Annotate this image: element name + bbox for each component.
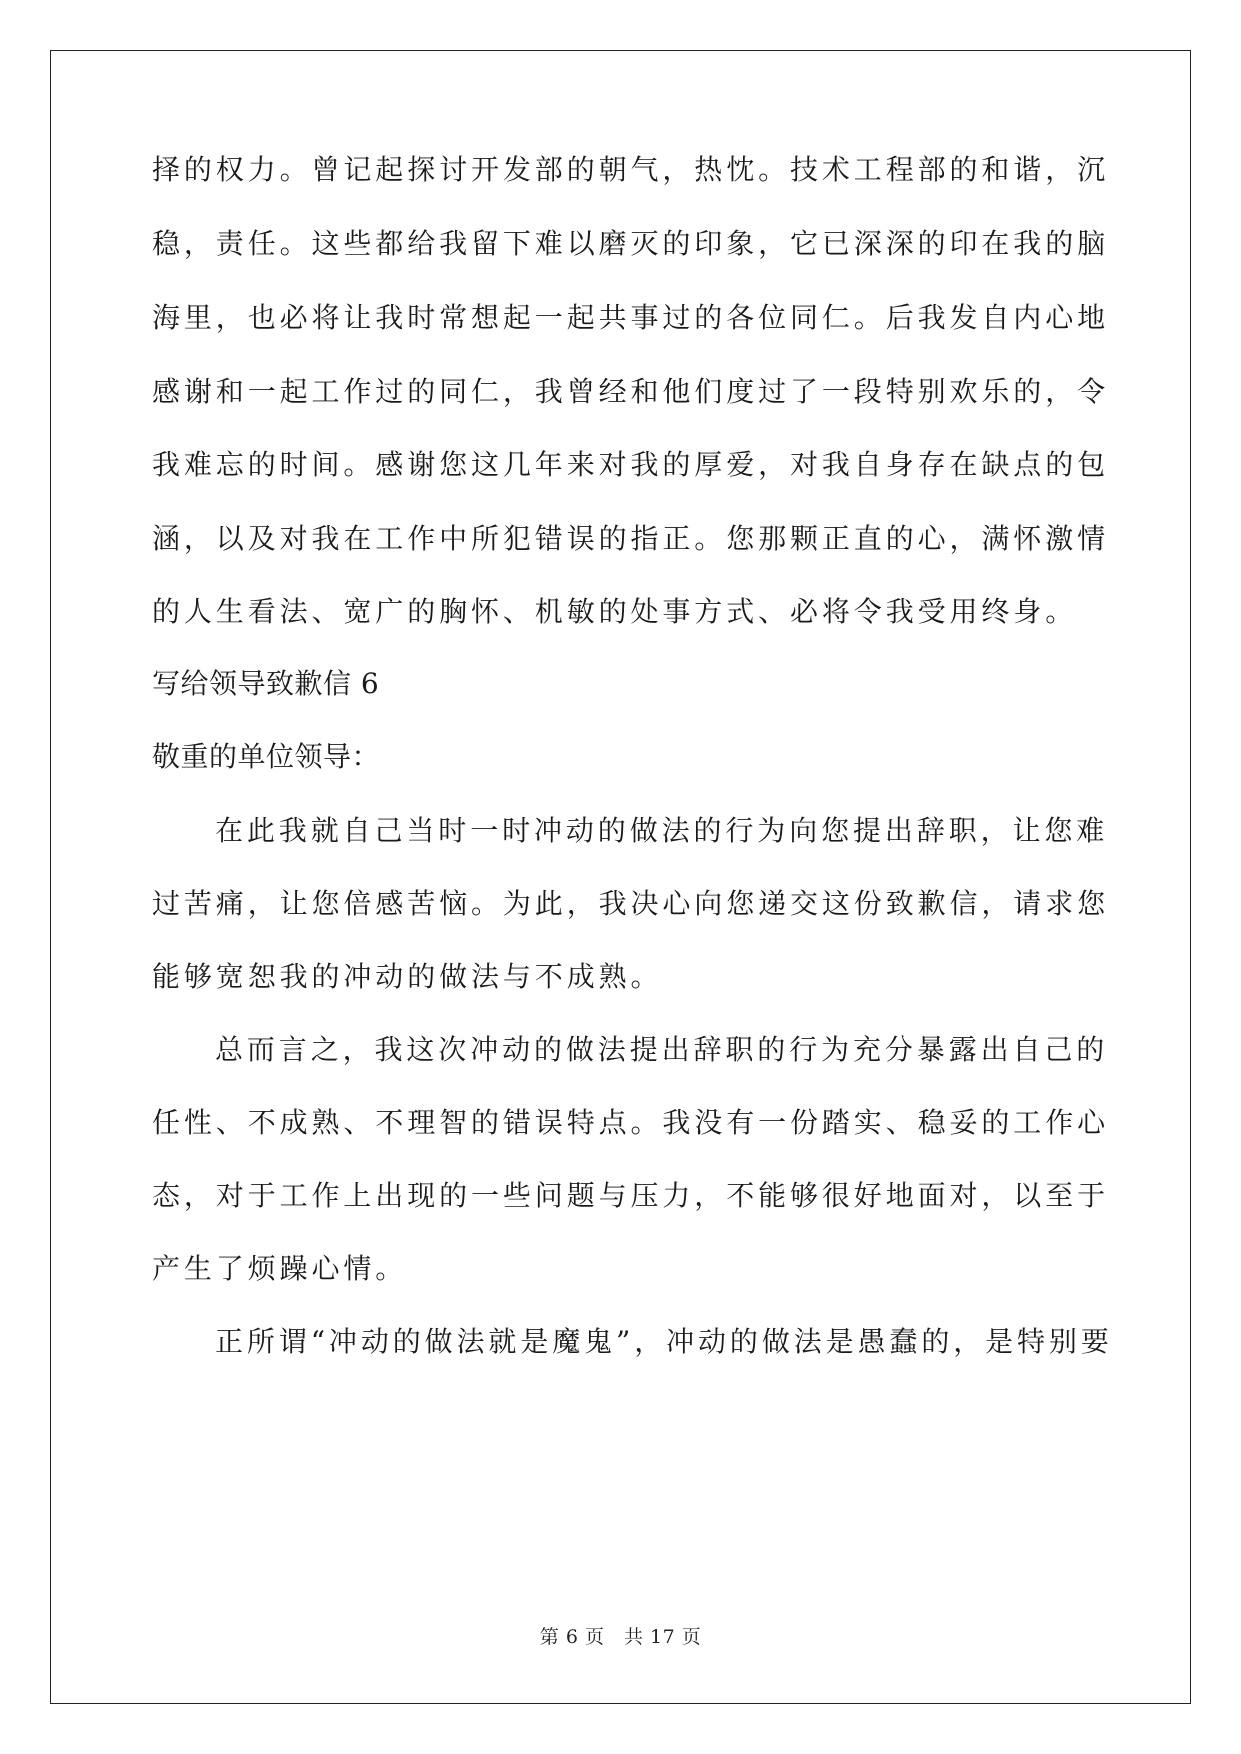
paragraph-1-line-1: 在此我就自己当时一时冲动的做法的行为向您提出辞职，让您难 — [215, 814, 1109, 847]
paragraph-2-line-3: 态，对于工作上出现的一些问题与压力，不能够很好地面对，以至于 — [152, 1179, 1110, 1212]
paragraph-1-line-2: 过苦痛，让您倍感苦恼。为此，我决心向您递交这份致歉信，请求您 — [152, 887, 1110, 920]
paragraph-2-line-1: 总而言之，我这次冲动的做法提出辞职的行为充分暴露出自己的 — [215, 1033, 1109, 1066]
body-line-6: 涵，以及对我在工作中所犯错误的指正。您那颗正直的心，满怀激情 — [152, 522, 1110, 555]
paragraph-3-line-1: 正所谓“冲动的做法就是魔鬼”，冲动的做法是愚蠢的，是特别要 — [215, 1325, 1113, 1358]
salutation: 敬重的单位领导： — [152, 740, 381, 773]
paragraph-2-line-2: 任性、不成熟、不理智的错误特点。我没有一份踏实、稳妥的工作心 — [152, 1106, 1110, 1139]
body-line-2: 稳，责任。这些都给我留下难以磨灭的印象，它已深深的印在我的脑 — [152, 227, 1110, 260]
body-line-4: 感谢和一起工作过的同仁，我曾经和他们度过了一段特别欢乐的，令 — [152, 375, 1110, 408]
body-line-1: 择的权力。曾记起探讨开发部的朝气，热忱。技术工程部的和谐，沉 — [152, 153, 1110, 186]
body-line-7: 的人生看法、宽广的胸怀、机敏的处事方式、必将令我受用终身。 — [152, 595, 1078, 628]
body-line-3: 海里，也必将让我时常想起一起共事过的各位同仁。后我发自内心地 — [152, 301, 1110, 334]
paragraph-1-line-3: 能够宽恕我的冲动的做法与不成熟。 — [152, 960, 663, 993]
page-number-footer: 第 6 页 共 17 页 — [539, 1626, 702, 1648]
body-line-5: 我难忘的时间。感谢您这几年来对我的厚爱，对我自身存在缺点的包 — [152, 448, 1110, 481]
section-heading: 写给领导致歉信 6 — [152, 667, 380, 700]
paragraph-2-line-4: 产生了烦躁心情。 — [152, 1252, 408, 1285]
